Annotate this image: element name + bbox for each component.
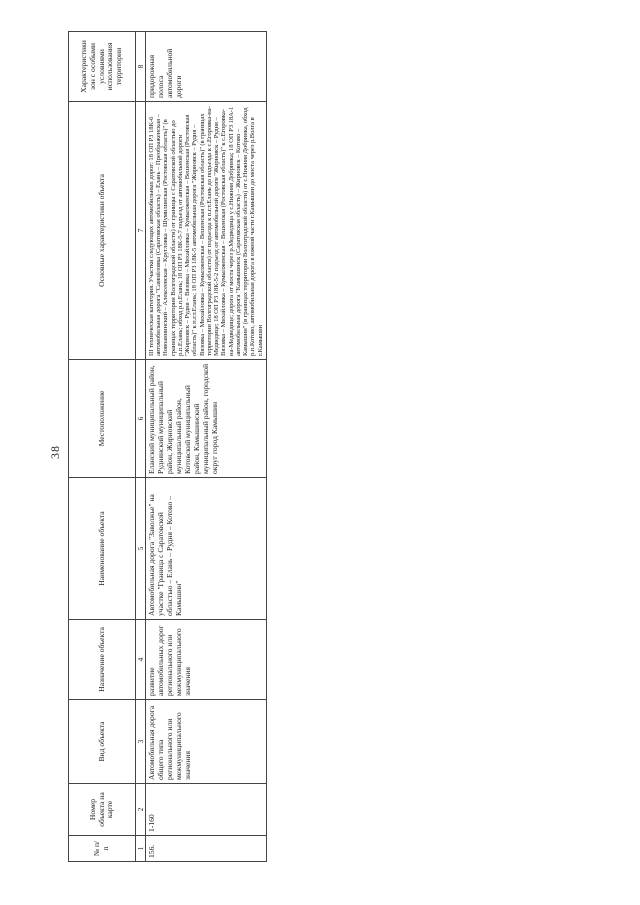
column-number: 4 [136, 620, 146, 700]
header-location: Местоположение [69, 360, 136, 478]
column-number: 3 [136, 700, 146, 784]
row-name: Автомобильная дорога "Заволжье" на участке "Граница с Саратовской областью – Елань – Рудня – Котово – Камышин" [146, 478, 267, 620]
header-name: Наименование объекта [69, 478, 136, 620]
rotated-sheet [40, 22, 600, 882]
header-row [69, 32, 136, 862]
header-map-number: Номер объекта на карте [69, 784, 136, 836]
header-characteristics: Основные характеристики объекта [69, 102, 136, 360]
column-number: 6 [136, 360, 146, 478]
row-location: Еланский муниципальный район, Руднянский муниципальный район, Жирновский муниципальный район, Котовский муниципальный район, Камышинский муниципальный район, городской округ город Камышин [146, 360, 267, 478]
row-number: 156. [146, 836, 267, 862]
row-zones: придорожная полоса автомобильной дороги [146, 32, 267, 102]
column-number-row [136, 32, 146, 862]
row-characteristics: III техническая категория. Участки следующих автомобильных дорог: 18 ОП РЗ 18К-6 автомобильная дорога "Самойловка (Саратовская область) – Елань – Преображенская – Новоаннинский – Алексеевская – Кругловка – Шумилинская (Ростовская область)" (в границах территории Волгоградской области) от границы с Саратовской областью до р.п.Елань; обход р.п.Елань; 18 ОП РЗ 18К-5-7 подъезд от автомобильной дороги "Жирновск – Рудня – Вязовка – Михайловка – Кумылженская – Вешенская (Ростовская область)" к п.г.т.Елань; 18 ОП РЗ 18К-5 автомобильная дорога "Жирновск – Рудня – Вязовка – Михайловка – Кумылженская – Вешенская (Ростовская область)" (в границах территории Волгоградской области) от подъезда к п.г.т.Елань до подъезда к с.Егоровка-на-Медведице; 18 ОП РЗ 18К-5-2 подъезд от автомобильной дороги "Жирновск – Рудня – Вязовка – Михайловка – Кумылженская – Вешенская (Ростовская область)" к с.Егоровка-на-Медведице; дорога от моста через р.Медведица у с.Нижняя Добринка; 18 ОП РЗ 18А-1 автомобильная дорога "Камышинск (Саратовская область) – Жирновск – Котово – Камышин" (в границах территории Волгоградской области) от с.Нижняя Добринка, обход р.п.Котово, автомобильная дорога в южной части г.Камышин до моста через р.Волга в г.Камышин [146, 102, 267, 360]
column-number: 2 [136, 784, 146, 836]
column-number: 8 [136, 32, 146, 102]
row-object-type: Автомобильная дорога общего типа регионального или межмуниципального значения [146, 700, 267, 784]
column-number: 5 [136, 478, 146, 620]
header-number: № п/п [69, 836, 136, 862]
header-object-type: Вид объекта [69, 700, 136, 784]
objects-table [68, 31, 267, 862]
column-number: 1 [136, 836, 146, 862]
page-number: 38 [48, 445, 62, 459]
header-purpose: Назначение объекта [69, 620, 136, 700]
column-number: 7 [136, 102, 146, 360]
row-map-number: 1-160 [146, 784, 267, 836]
row-purpose: развитие автомобильных дорог регионального или межмуниципального значения [146, 620, 267, 700]
header-zones: Характеристики зон с особыми условиями использования территории [69, 32, 136, 102]
table-row [146, 32, 267, 862]
